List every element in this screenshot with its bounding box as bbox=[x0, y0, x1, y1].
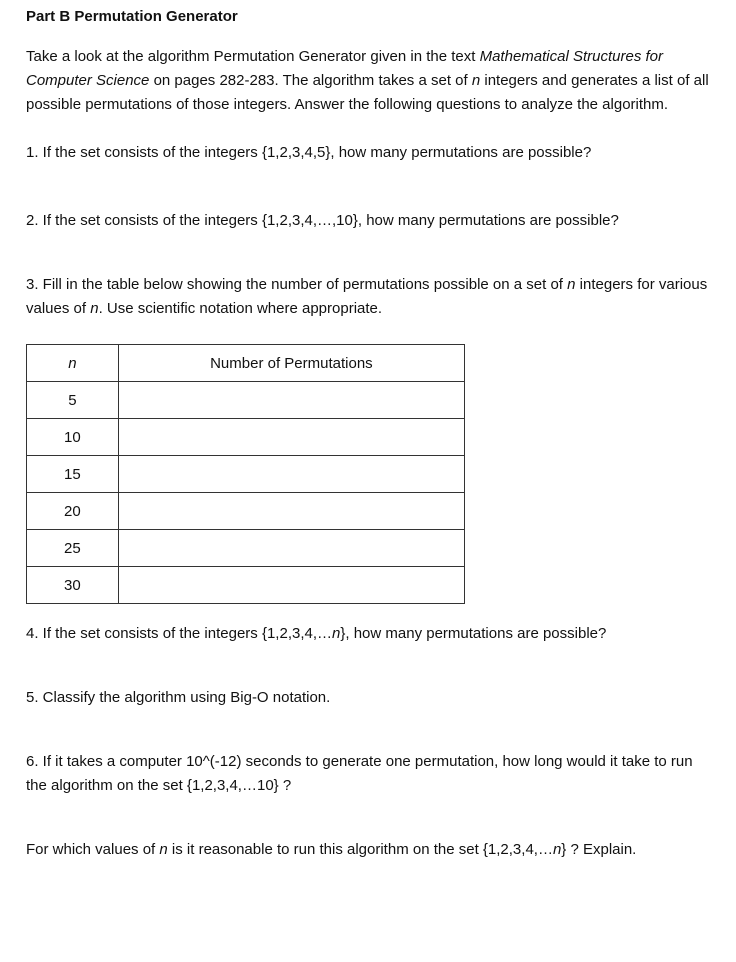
row-n-value: 25 bbox=[27, 530, 119, 567]
header-n bbox=[27, 345, 119, 382]
intro-text-a: Take a look at the algorithm Permutation Generator given in the text bbox=[26, 48, 480, 65]
row-n-value: 10 bbox=[27, 419, 119, 456]
table-row bbox=[27, 493, 465, 530]
row-permutations-cell[interactable] bbox=[118, 419, 464, 456]
question-7 bbox=[26, 838, 716, 862]
page-title: Part B Permutation Generator bbox=[26, 8, 238, 25]
row-permutations-cell[interactable] bbox=[118, 530, 464, 567]
table-row bbox=[27, 567, 465, 604]
row-n-value: 5 bbox=[27, 382, 119, 419]
variable-n: n bbox=[332, 625, 341, 642]
variable-n: n bbox=[159, 841, 168, 858]
variable-n: n bbox=[567, 276, 576, 293]
table-header-row bbox=[27, 345, 465, 382]
table-row bbox=[27, 419, 465, 456]
permutations-table bbox=[26, 344, 465, 604]
question-3 bbox=[26, 273, 716, 321]
header-n-label: n bbox=[68, 354, 77, 372]
q7-text-a: For which values of bbox=[26, 841, 160, 858]
variable-n: n bbox=[471, 72, 481, 89]
question-2: 2. If the set consists of the integers {1,2,3,4,…,10}, how many permutations are possible? bbox=[26, 212, 619, 229]
row-n-value: 15 bbox=[27, 456, 119, 493]
table-row bbox=[27, 382, 465, 419]
q3-text-a: 3. Fill in the table below showing the number of permutations possible on a set of bbox=[26, 276, 568, 293]
variable-n: n bbox=[552, 841, 562, 858]
table-row bbox=[27, 456, 465, 493]
intro-text-b: on pages 282-283. The algorithm takes a set of bbox=[149, 72, 472, 89]
row-permutations-cell[interactable] bbox=[118, 567, 464, 604]
q3-text-b: integers for various values of bbox=[26, 276, 708, 317]
q7-text-b: is it reasonable to run this algorithm on the set {1,2,3,4,… bbox=[167, 841, 553, 858]
q4-text-b: }, how many permutations are possible? bbox=[340, 625, 607, 642]
row-n-value: 30 bbox=[27, 567, 119, 604]
q3-text-c: . Use scientific notation where appropriate. bbox=[98, 300, 383, 317]
question-1: 1. If the set consists of the integers {1,2,3,4,5}, how many permutations are possible? bbox=[26, 144, 592, 161]
intro-text-c: integers and generates a list of all possible permutations of those integers. Answer the following questions to analyze the algorithm. bbox=[26, 72, 709, 113]
row-permutations-cell[interactable] bbox=[118, 493, 464, 530]
table-row bbox=[27, 530, 465, 567]
question-4 bbox=[26, 622, 716, 646]
intro-paragraph bbox=[26, 45, 716, 117]
row-n-value: 20 bbox=[27, 493, 119, 530]
variable-n: n bbox=[90, 300, 99, 317]
header-permutations: Number of Permutations bbox=[118, 345, 464, 382]
question-5: 5. Classify the algorithm using Big-O notation. bbox=[26, 689, 331, 706]
row-permutations-cell[interactable] bbox=[118, 456, 464, 493]
question-6: 6. If it takes a computer 10^(-12) seconds to generate one permutation, how long would it take to run the algorithm on the set {1,2,3,4,…10} ? bbox=[26, 753, 693, 794]
q4-text-a: 4. If the set consists of the integers {1,2,3,4,… bbox=[26, 625, 333, 642]
book-title: Mathematical Structures for Computer Science bbox=[26, 48, 663, 89]
q7-text-c: } ? Explain. bbox=[561, 841, 637, 858]
row-permutations-cell[interactable] bbox=[118, 382, 464, 419]
